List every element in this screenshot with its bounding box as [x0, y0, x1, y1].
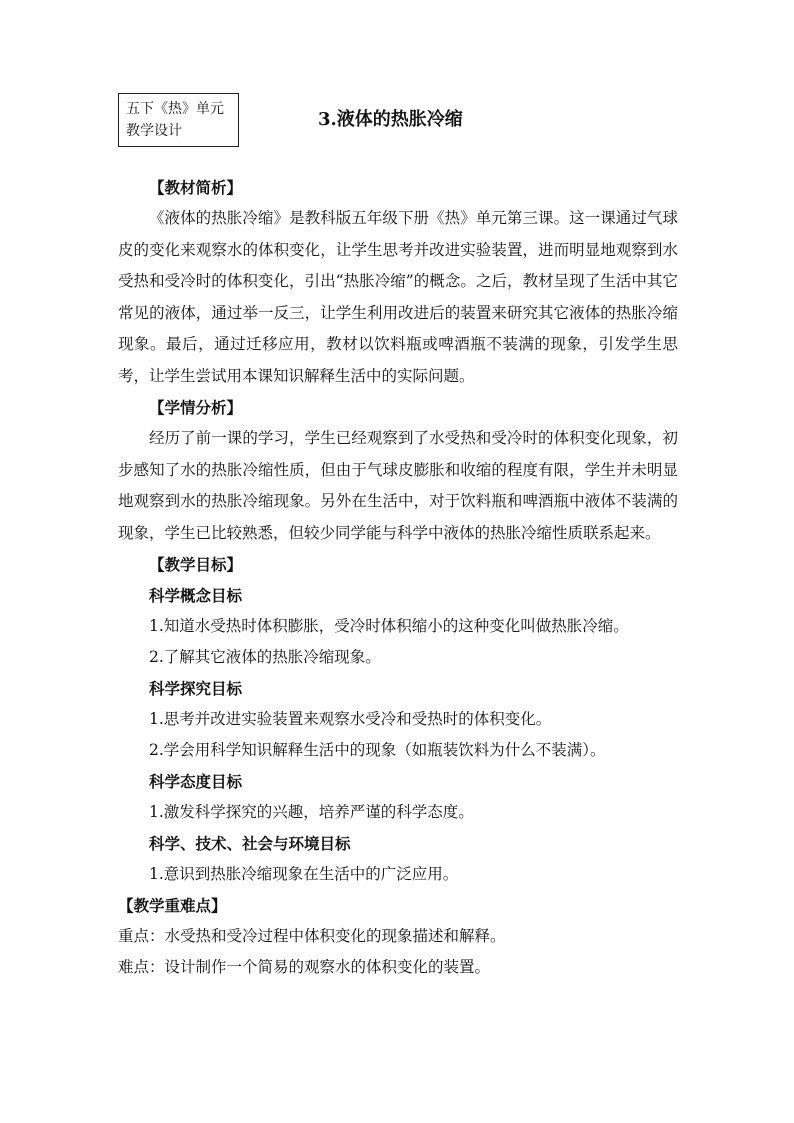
sts-goal-heading: 科学、技术、社会与环境目标 — [149, 834, 351, 853]
sts-goal-item: 1.意识到热胀冷缩现象在生活中的广泛应用。 — [149, 865, 459, 883]
unit-label-line1: 五下《热》单元 — [126, 101, 224, 117]
textbook-analysis-text: 《液体的热胀冷缩》是教科版五年级下册《热》单元第三课。这一课通过气球皮的变化来观察水的体积变化，让学生思考并改进实验装置，进而明显地观察到水受热和受冷时的体积变化，引出“热胀冷缩”的概念。之后，教材呈现了生活中其它常见的液体，通过举一反三，让学生利用改进后的装置来研究其它液体的热胀冷缩现象。最后，通过迁移应用，教材以饮料瓶或啤酒瓶不装满的现象，引发学生思考，让学生尝试用本课知识解释生活中的实际问题。 — [118, 209, 678, 385]
lesson-title: 3.液体的热胀冷缩 — [318, 109, 463, 130]
attitude-goal-heading: 科学态度目标 — [149, 772, 243, 791]
concept-goal-item: 2.了解其它液体的热胀冷缩现象。 — [149, 648, 381, 666]
inquiry-goal-heading: 科学探究目标 — [149, 679, 243, 698]
key-difficult-heading: 【教学重难点】 — [118, 896, 227, 915]
student-analysis-text: 经历了前一课的学习，学生已经观察到了水受热和受冷时的体积变化现象，初步感知了水的热胀冷缩性质，但由于气球皮膨胀和收缩的程度有限，学生并未明显地观察到水的热胀冷缩现象。另外在生活中，对于饮料瓶和啤酒瓶中液体不装满的现象，学生已比较熟悉，但较少同学能与科学中液体的热胀冷缩性质联系起来。 — [118, 429, 678, 542]
textbook-analysis-heading: 【教材简析】 — [149, 178, 243, 197]
teaching-goals-heading: 【教学目标】 — [149, 555, 243, 574]
concept-goal-heading: 科学概念目标 — [149, 586, 243, 605]
unit-label-box — [118, 93, 239, 147]
student-analysis-heading: 【学情分析】 — [149, 398, 243, 417]
difficult-point-text: 难点：设计制作一个简易的观察水的体积变化的装置。 — [118, 958, 491, 976]
concept-goal-item: 1.知道水受热时体积膨胀，受冷时体积缩小的这种变化叫做热胀冷缩。 — [149, 617, 629, 635]
attitude-goal-item: 1.激发科学探究的兴趣，培养严谨的科学态度。 — [149, 803, 474, 821]
inquiry-goal-item: 1.思考并改进实验装置来观察水受冷和受热时的体积变化。 — [149, 710, 552, 728]
unit-label-line2: 教学设计 — [126, 123, 182, 139]
key-point-text: 重点：水受热和受冷过程中体积变化的现象描述和解释。 — [118, 927, 506, 945]
document-body — [118, 172, 678, 983]
inquiry-goal-item: 2.学会用科学知识解释生活中的现象（如瓶装饮料为什么不装满）。 — [149, 741, 606, 759]
